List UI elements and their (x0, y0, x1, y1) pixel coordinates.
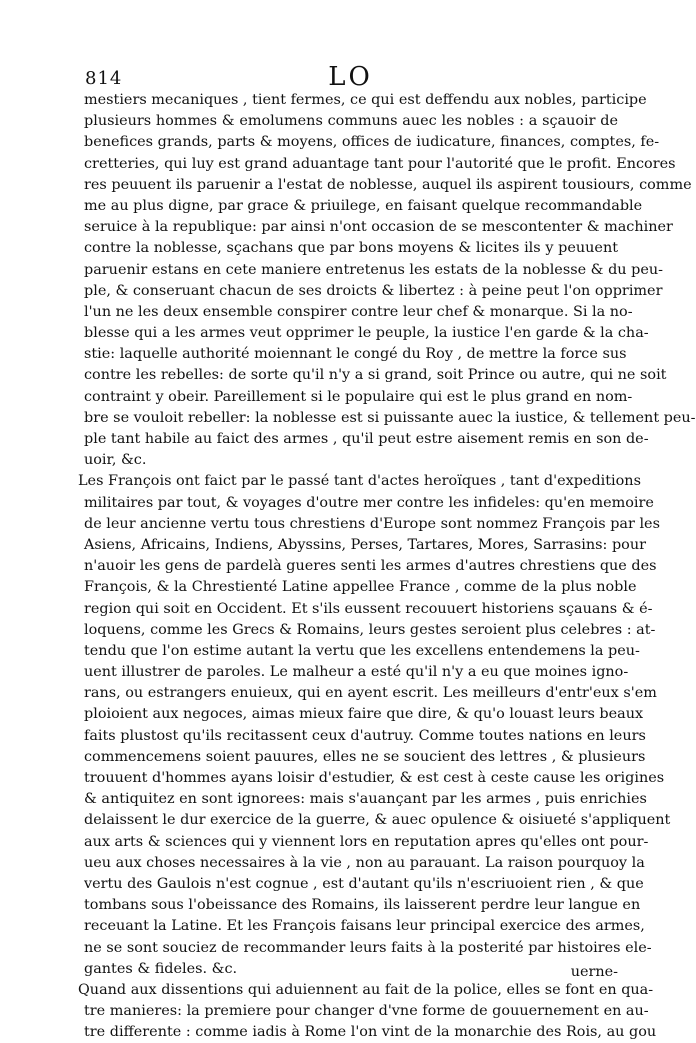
text-line: loquens, comme les Grecs & Romains, leurs gestes seroient plus celebres : at- (84, 621, 656, 638)
text-line: contre la noblesse, sçachans que par bons moyens & licites ils y peuuent (84, 240, 618, 257)
text-line: faits plustost qu'ils recitassent ceux d'autruy. Comme toutes nations en leurs (84, 727, 646, 744)
text-line: Quand aux dissentions qui aduiennent au fait de la police, elles se font en qua- (78, 981, 654, 998)
text-line: ple tant habile au faict des armes , qu'il peut estre aisement remis en son de- (84, 431, 649, 447)
text-line: & antiquitez en sont ignorees: mais s'auançant par les armes , puis enrichies (84, 791, 647, 808)
paragraph (84, 90, 696, 471)
text-line: de leur ancienne vertu tous chrestiens d'Europe sont nommez François par les (84, 515, 660, 532)
text-line: region qui soit en Occident. Et s'ils eussent recouuert historiens sçauans & é- (84, 600, 653, 617)
text-line: l'un ne les deux ensemble conspirer contre leur chef & monarque. Si la no- (84, 303, 633, 320)
text-line: seruice à la republique: par ainsi n'ont occasion de se mescontenter & machiner (84, 219, 673, 236)
text-line: vertu des Gaulois n'est cognue , est d'autant qu'ils n'escriuoient rien , & que (84, 875, 644, 892)
body-text (78, 90, 696, 1043)
text-line: tombans sous l'obeissance des Romains, ils laisserent perdre leur langue en (84, 897, 641, 914)
text-line: uent illustrer de paroles. Le malheur a esté qu'il n'y a eu que moines igno- (84, 664, 629, 681)
text-line: Asiens, Africains, Indiens, Abyssins, Perses, Tartares, Mores, Sarrasins: pour (84, 536, 646, 553)
text-line: contre les rebelles: de sorte qu'il n'y a si grand, soit Prince ou autre, qui ne soit (84, 367, 667, 384)
text-line: ple, & conseruant chacun de ses droicts & libertez : à peine peut l'on opprimer (84, 282, 663, 299)
text-line: n'auoir les gens de pardelà gueres senti les armes d'autres chrestiens que des (84, 558, 657, 575)
text-line: commencemens soient pauures, elles ne se soucient des lettres , & plusieurs (84, 748, 646, 765)
text-line: delaissent le dur exercice de la guerre, & auec opulence & oisiueté s'appliquent (84, 812, 671, 829)
text-line: paruenir estans en cete maniere entretenus les estats de la noblesse & du peu- (84, 261, 663, 278)
text-line: gantes & fideles. &c. (84, 960, 238, 977)
text-line: uoir, &c. (84, 452, 147, 469)
text-line: mestiers mecaniques , tient fermes, ce qui est deffendu aux nobles, participe (84, 92, 647, 108)
text-line: François, & la Chrestienté Latine appellee France , comme de la plus noble (84, 579, 637, 596)
text-line: tendu que l'on estime autant la vertu que les excellens entendemens la peu- (84, 642, 640, 659)
text-line: res peuuent ils paruenir a l'estat de noblesse, auquel ils aspirent tousiours, comme (84, 176, 692, 193)
text-line: contraint y obeir. Pareillement si le populaire qui est le plus grand en nom- (84, 388, 633, 405)
text-line: ueu aux choses necessaires à la vie , non au parauant. La raison pourquoy la (84, 854, 645, 871)
text-line: cretteries, qui luy est grand aduantage tant pour l'autorité que le profit. Encores (84, 155, 676, 172)
page-number: 814 (85, 68, 123, 89)
text-line: Les François ont faict par le passé tant d'actes heroïques , tant d'expeditions (78, 473, 641, 490)
text-line: plusieurs hommes & emolumens communs auec les nobles : a sçauoir de (84, 113, 618, 130)
text-line: benefices grands, parts & moyens, offices de iudicature, finances, comptes, fe- (84, 134, 660, 151)
text-line: tre differente : comme iadis à Rome l'on vint de la monarchie des Rois, au gou (84, 1024, 657, 1041)
text-line: tre manieres: la premiere pour changer d'vne forme de gouuernement en au- (84, 1003, 649, 1020)
text-line: blesse qui a les armes veut opprimer le peuple, la iustice l'en garde & la cha- (84, 325, 649, 342)
text-line: receuant la Latine. Et les François faisans leur principal exercice des armes, (84, 918, 645, 935)
text-line: bre se vouloit rebeller: la noblesse est si puissante auec la iustice, & tellement peu- (84, 409, 696, 426)
text-line: aux arts & sciences qui y viennent lors en reputation apres qu'elles ont pour- (84, 833, 649, 850)
page-header (85, 62, 616, 92)
text-line: me au plus digne, par grace & priuilege, en faisant quelque recommandable (84, 197, 643, 214)
text-line: trouuent d'hommes ayans loisir d'estudier, & est cest à ceste cause les origines (84, 770, 665, 786)
text-line: militaires par tout, & voyages d'outre mer contre les infideles: qu'en memoire (84, 494, 654, 511)
text-line: rans, ou estrangers enuieux, qui en ayent escrit. Les meilleurs d'entr'eux s'em (84, 685, 657, 702)
catchword: uerne- (570, 964, 618, 980)
running-head: LO (328, 62, 373, 92)
text-line: stie: laquelle authorité moiennant le congé du Roy , de mettre la force sus (84, 346, 627, 363)
paragraph (78, 471, 671, 980)
paragraph (78, 980, 657, 1043)
text-line: ne se sont souciez de recommander leurs faits à la posterité par histoires ele- (84, 939, 652, 956)
text-line: ploioient aux negoces, aimas mieux faire que dire, & qu'o louast leurs beaux (84, 706, 644, 723)
